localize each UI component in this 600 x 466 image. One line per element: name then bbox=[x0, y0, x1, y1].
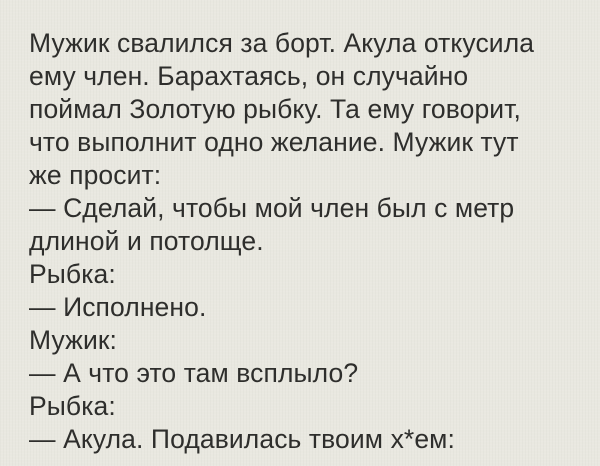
joke-line: ему член. Барахтаясь, он случайно bbox=[29, 61, 469, 91]
joke-line: поймал Золотую рыбку. Та ему говорит, bbox=[29, 94, 521, 124]
joke-line: Рыбка: bbox=[29, 391, 116, 421]
joke-line: — Сделай, чтобы мой член был с метр bbox=[29, 193, 515, 223]
joke-line: длиной и потолще. bbox=[29, 226, 264, 256]
joke-line: Мужик: bbox=[29, 325, 118, 355]
joke-line: — Акула. Подавилась твоим х*ем: bbox=[29, 424, 455, 454]
joke-line: — А что это там всплыло? bbox=[29, 358, 359, 388]
joke-line: — Исполнено. bbox=[29, 292, 207, 322]
joke-line: же просит: bbox=[29, 160, 162, 190]
joke-line: Мужик свалился за борт. Акула откусила bbox=[29, 28, 535, 58]
joke-line: Рыбка: bbox=[29, 259, 116, 289]
joke-line: что выполнит одно желание. Мужик тут bbox=[29, 127, 519, 157]
